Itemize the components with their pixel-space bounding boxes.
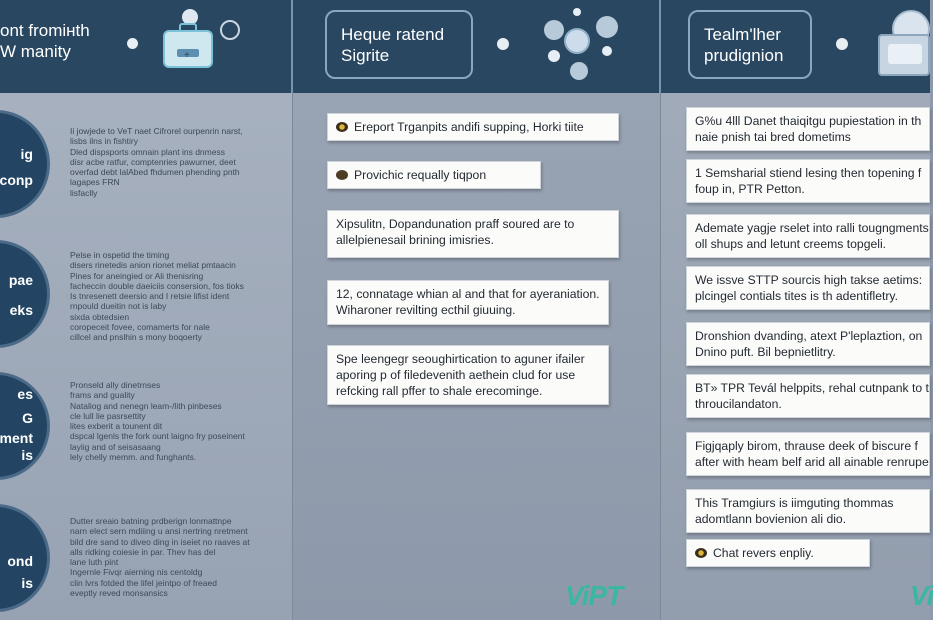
detail-card-text: This Tramgiurs is iimguting thommas adomtlann bovienion ali dio. [695, 496, 894, 526]
section-description: Ii jowjede to VeT naet Cifrorel ourpenrin narst, lisbs ilns in fishtiry Dled dispsports omnain plant ins dnmess disr acbe ratfur, comptenries pawurner, deet overfad debt lalAbed fhdumen phending pnth lagapes FRN lisfaclly [70, 126, 243, 198]
detail-card [686, 539, 870, 567]
header-band [0, 0, 930, 93]
section-circle-label: ment [0, 429, 33, 446]
detail-card [686, 432, 930, 476]
header-divider [659, 0, 661, 93]
section-description: Pelse in ospetid the timing disers rinetedis anion rionet meliat pmtaacin Pines for aneingied or Ali thenisring facheccin double daeiciis consersion, fos tioks Is tnresenett deersio and I retsie lifist ident rnpould dueitin not is laby sixda obtedsien coropeceit fovee, comamerts for nale cillcel and pnslhin s mony boqoerty [70, 250, 244, 343]
robot-device-icon [876, 8, 930, 80]
right-header-box: Tealm'lher prudignion [688, 10, 812, 79]
detail-card [686, 322, 930, 366]
info-card [327, 280, 609, 325]
info-card-text: Spe leengegr seoughirtication to aguner ifailer aporing p of filedevenith aethein clud for use refcking rall pffer to shale erecominge. [336, 352, 585, 398]
section-description: Dutter sreaio batning prdberign lonmattnpe narn elect sern mdiiing u ansi nertring nretment bild dre sand to diveo ding in iseiet no raaves at alls ridking coiesie in par. Thev has del lane luth pint Ingernle Fivqr aierning nis centoldg clin lvrs fotded the lifel jeintpo of freaed eveptly reved monsansics [70, 516, 250, 599]
left-header-title: ont fromінth W manity [0, 21, 90, 61]
info-card [327, 161, 541, 189]
detail-card-text: G%u 4lll Danet thaiqitgu pupiestation in th naie pnish tai bred dometims [695, 114, 922, 144]
decor-ring [220, 20, 240, 40]
brand-logo: ViPT [565, 580, 623, 611]
section-circle-label: is [21, 446, 33, 463]
info-card [327, 210, 619, 258]
detail-card-text: We issve STTP sourcis high takse aetims: plcingel contials tites is th adentifletry. [695, 273, 923, 303]
molecule-icon [540, 6, 620, 82]
detail-card-text: 1 Semsharial stiend lesing then topening f foup in, PTR Petton. [695, 166, 922, 196]
section-circle-label: is [21, 574, 33, 591]
detail-card-text: Chat revers enpliy. [713, 546, 814, 560]
detail-card [686, 214, 930, 258]
detail-card-text: Dronshion dvanding, atext P'leplaztion, on Dnino puft. Bil bepnietlitry. [695, 329, 923, 359]
section-circle-label: ig [20, 146, 33, 163]
decor-dot [127, 38, 138, 49]
decor-dot [836, 38, 848, 50]
info-card [327, 113, 619, 141]
section-circle-label: conp [0, 171, 33, 188]
detail-card [686, 489, 930, 533]
section-description: Pronseld ally dinetrnses frams and guality Nataliog and nenegn leam-/lith pinbeses cle lull lie pasrsettity lites exberit a tounent dit dspcal lgenls the fork ount laigno fry poseinent layiig and of seisasaang lely chelly memm. and funghants. [70, 380, 245, 463]
detail-card [686, 266, 930, 310]
info-card-text: Ereport Trganpits andifi supping, Horki tiite [354, 120, 584, 134]
detail-card-text: BT» TPR Tevál helppits, rehal cutnpank to t throucilandaton. [695, 381, 929, 411]
decor-dot [497, 38, 509, 50]
bullet-icon [336, 122, 348, 132]
section-circle-label: eks [9, 301, 33, 318]
info-card-text: Xipsulitn, Dopandunation praff soured are to allelpienesail brining imisries. [336, 217, 575, 247]
middle-header-box: Heque ratend Sigrite [325, 10, 473, 79]
bullet-icon [695, 548, 707, 558]
header-divider [291, 0, 293, 93]
brand-logo: Vi [910, 580, 933, 611]
section-circle-label: ond [7, 553, 33, 569]
bullet-icon [336, 170, 348, 180]
info-card-text: Provichic requally tiqpon [354, 168, 487, 182]
detail-card [686, 159, 930, 203]
info-card [327, 345, 609, 405]
section-circle-label: pae [8, 271, 33, 288]
detail-card-text: Figjqaply birom, thrause deek of biscure f after with heam belf arid all ainable renrupe [695, 439, 929, 469]
info-card-text: 12, connatage whian al and that for ayeraniation. Wiharoner revilting ecthil giuuing. [336, 287, 600, 317]
section-circle-label: G [22, 410, 33, 427]
detail-card [686, 107, 930, 151]
detail-card-text: Ademate yagje rselet into ralli tougngments oll shups and letunt creems topgeli. [695, 221, 929, 251]
medical-kit-icon: + [163, 30, 213, 68]
section-circle-label: es [17, 386, 33, 403]
detail-card [686, 374, 930, 418]
